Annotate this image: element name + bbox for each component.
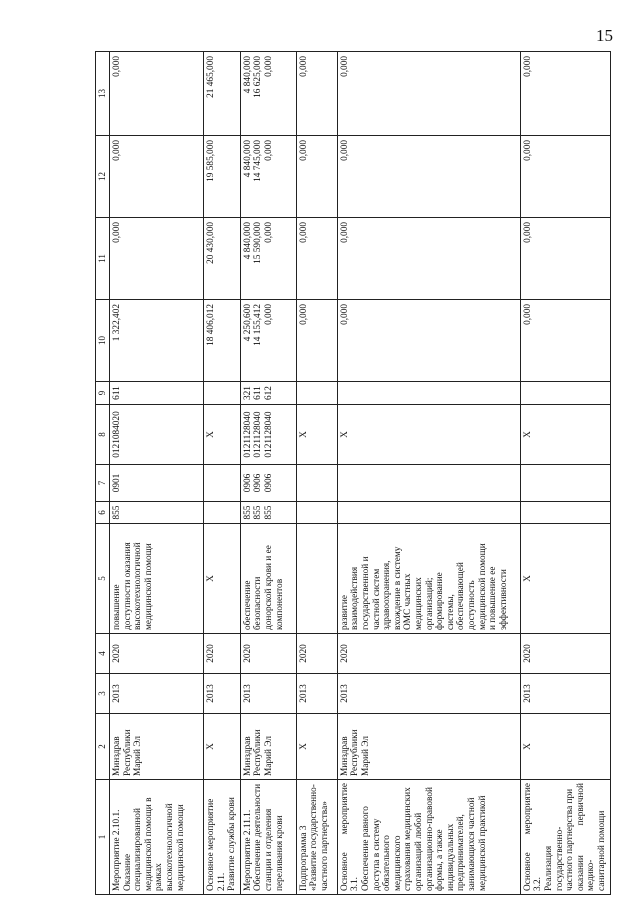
row-start-year: 2013: [337, 674, 520, 714]
row-value-2019: 0,000: [520, 218, 610, 300]
row-rz: [204, 465, 241, 502]
row-grbs: 855 855 855: [240, 502, 296, 524]
budget-table: [95, 51, 611, 895]
row-end-year: 2020: [337, 634, 520, 674]
row-result: [296, 524, 337, 634]
row-vr: [296, 382, 337, 405]
table-row: [110, 52, 204, 895]
row-csr: 0121128040 0121128040 0121128040: [240, 405, 296, 465]
row-end-year: 2020: [520, 634, 610, 674]
header-cell: 4: [96, 634, 110, 674]
row-executor: Минздрав Республики Марий Эл: [240, 714, 296, 780]
row-value-2018: 18 406,012: [204, 300, 241, 382]
row-value-2019: 4 840,000 15 590,000 0,000: [240, 218, 296, 300]
row-value-2018: 1 322,402: [110, 300, 204, 382]
row-grbs: [296, 502, 337, 524]
row-rz: [520, 465, 610, 502]
table-row: [240, 52, 296, 895]
row-csr: 0121084020: [110, 405, 204, 465]
row-result: развитие взаимодействия государственной и частной систем здравоохранения, вхождение в систему ОМС частных медицинских организаций; формирование системы, обеспечивающей доступность медицинской помощи и повышение ее эффективности: [337, 524, 520, 634]
row-rz: [296, 465, 337, 502]
header-cell: 12: [96, 136, 110, 218]
row-value-2018: 4 250,600 14 155,412 0,000: [240, 300, 296, 382]
row-name: Основное мероприятие 2.11. Развитие службы крови: [204, 780, 241, 895]
row-end-year: 2020: [296, 634, 337, 674]
row-csr: Х: [520, 405, 610, 465]
table-row: [296, 52, 337, 895]
row-start-year: 2013: [110, 674, 204, 714]
row-executor: Х: [204, 714, 241, 780]
row-value-2018: 0,000: [337, 300, 520, 382]
rotated-table-wrapper: [95, 52, 607, 895]
header-row: [96, 52, 110, 895]
row-start-year: 2013: [520, 674, 610, 714]
header-cell: 2: [96, 714, 110, 780]
row-executor: Минздрав Республики Марий Эл: [110, 714, 204, 780]
row-start-year: 2013: [296, 674, 337, 714]
row-value-2019: 20 430,000: [204, 218, 241, 300]
header-cell: 9: [96, 382, 110, 405]
header-cell: 11: [96, 218, 110, 300]
row-grbs: [337, 502, 520, 524]
row-grbs: [520, 502, 610, 524]
row-value-2020: 0,000: [296, 136, 337, 218]
row-csr: Х: [296, 405, 337, 465]
row-value-2019: 0,000: [296, 218, 337, 300]
row-name: Основное мероприятие 3.2. Реализация государственно- частного партнерства при оказании первичной медико- санитарной помощи: [520, 780, 610, 895]
row-value-2019: 0,000: [110, 218, 204, 300]
table-row: [204, 52, 241, 895]
row-grbs: 855: [110, 502, 204, 524]
row-value-2021: 4 840,000 16 625,000 0,000: [240, 52, 296, 136]
table-row: [520, 52, 610, 895]
row-name: Мероприятие 2.10.1. Оказание специализированной медицинской помощи в рамках высокотехнологичной медицинской помощи: [110, 780, 204, 895]
row-vr: 321 611 612: [240, 382, 296, 405]
row-value-2021: 0,000: [337, 52, 520, 136]
page-number: 15: [596, 26, 613, 45]
row-value-2021: 0,000: [296, 52, 337, 136]
row-end-year: 2020: [204, 634, 241, 674]
row-vr: [337, 382, 520, 405]
row-result: Х: [520, 524, 610, 634]
row-start-year: 2013: [240, 674, 296, 714]
row-name: Подпрограмма 3 «Развитие государственно- частного партнерства»: [296, 780, 337, 895]
row-executor: Х: [520, 714, 610, 780]
header-cell: 8: [96, 405, 110, 465]
row-result: Х: [204, 524, 241, 634]
row-vr: [204, 382, 241, 405]
row-name: Основное мероприятие 3.1. Обеспечение равного доступа в систему обязательного медицинского страхования медицинских организаций любой организационно-правовой формы, а также индивидуальных предпринимателей, занимающихся частной медицинской практикой: [337, 780, 520, 895]
row-value-2020: 4 840,000 14 745,000 0,000: [240, 136, 296, 218]
row-grbs: [204, 502, 241, 524]
table-row: [337, 52, 520, 895]
header-cell: 3: [96, 674, 110, 714]
header-cell: 13: [96, 52, 110, 136]
row-result: повышение доступности оказания высокотехнологичной медицинской помощи: [110, 524, 204, 634]
row-value-2021: 0,000: [520, 52, 610, 136]
row-executor: Х: [296, 714, 337, 780]
row-name: Мероприятие 2.11.1. Обеспечение деятельности станции и отделения переливания крови: [240, 780, 296, 895]
row-value-2020: 0,000: [520, 136, 610, 218]
header-cell: 5: [96, 524, 110, 634]
row-value-2021: 0,000: [110, 52, 204, 136]
row-value-2020: 19 585,000: [204, 136, 241, 218]
row-value-2020: 0,000: [110, 136, 204, 218]
row-value-2019: 0,000: [337, 218, 520, 300]
row-rz: 0901: [110, 465, 204, 502]
row-value-2020: 0,000: [337, 136, 520, 218]
row-value-2018: 0,000: [520, 300, 610, 382]
row-rz: 0906 0906 0906: [240, 465, 296, 502]
header-cell: 7: [96, 465, 110, 502]
row-value-2018: 0,000: [296, 300, 337, 382]
row-executor: Минздрав Республики Марий Эл: [337, 714, 520, 780]
header-cell: 1: [96, 780, 110, 895]
row-rz: [337, 465, 520, 502]
row-start-year: 2013: [204, 674, 241, 714]
row-result: обеспечение безопасности донорской крови и ее компонентов: [240, 524, 296, 634]
row-end-year: 2020: [240, 634, 296, 674]
header-cell: 6: [96, 502, 110, 524]
row-csr: Х: [337, 405, 520, 465]
header-cell: 10: [96, 300, 110, 382]
row-end-year: 2020: [110, 634, 204, 674]
row-csr: Х: [204, 405, 241, 465]
row-vr: 611: [110, 382, 204, 405]
row-vr: [520, 382, 610, 405]
row-value-2021: 21 465,000: [204, 52, 241, 136]
